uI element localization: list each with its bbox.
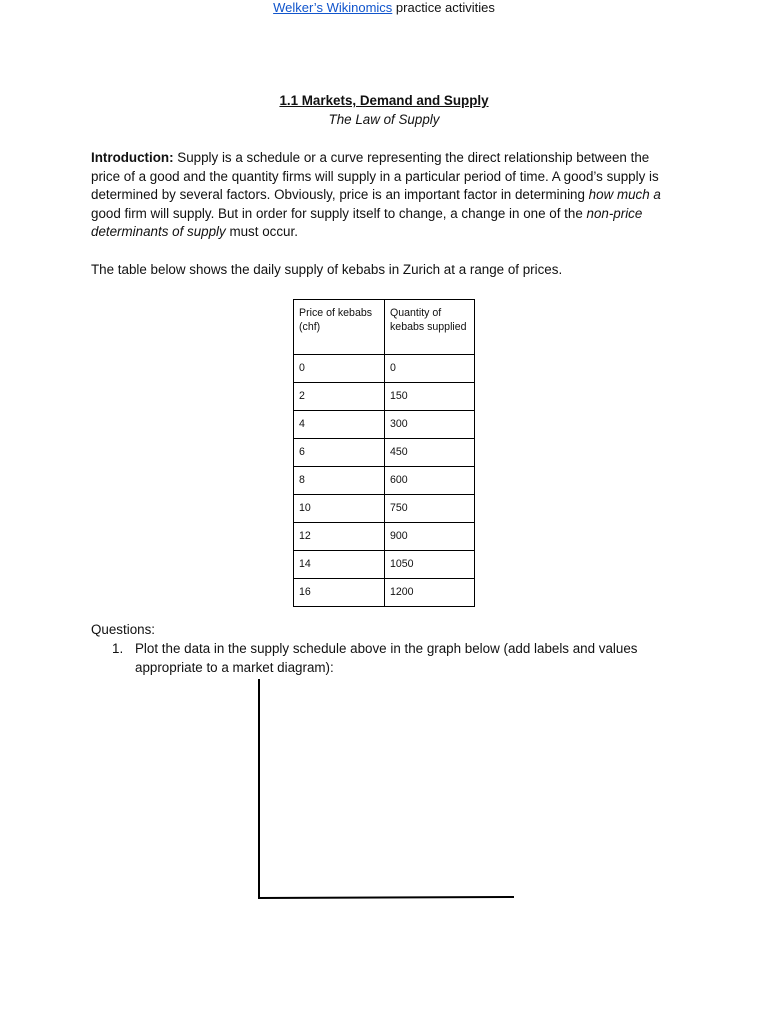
price-cell: 2 xyxy=(294,383,385,411)
intro-label: Introduction: xyxy=(91,150,174,165)
quantity-cell: 600 xyxy=(385,467,475,495)
price-cell: 10 xyxy=(294,495,385,523)
column-header-price: Price of kebabs (chf) xyxy=(294,300,385,355)
page-subtitle: The Law of Supply xyxy=(328,112,440,127)
quantity-cell: 0 xyxy=(385,355,475,383)
price-cell: 16 xyxy=(294,579,385,607)
table-row xyxy=(294,411,475,439)
table-row xyxy=(294,579,475,607)
table-row xyxy=(294,523,475,551)
header-text: practice activities xyxy=(392,0,495,15)
table-row xyxy=(294,439,475,467)
wikinomics-link[interactable]: Welker’s Wikinomics xyxy=(273,0,393,15)
table-row xyxy=(294,551,475,579)
intro-italic-1: how much a xyxy=(588,187,661,203)
questions-heading: Questions: xyxy=(91,622,156,637)
blank-graph-axes xyxy=(256,678,518,904)
price-cell: 6 xyxy=(294,439,385,467)
intro-italic-2: non-price determinants of supply xyxy=(91,205,643,240)
price-cell: 8 xyxy=(294,467,385,495)
table-row xyxy=(294,495,475,523)
intro-text-2: good firm will supply. But in order for supply itself to change, a change in one of the xyxy=(91,205,587,221)
price-cell: 12 xyxy=(294,523,385,551)
quantity-cell: 450 xyxy=(385,439,475,467)
table-header-row xyxy=(294,300,475,355)
table-row xyxy=(294,467,475,495)
quantity-cell: 1050 xyxy=(385,551,475,579)
table-row xyxy=(294,355,475,383)
quantity-cell: 1200 xyxy=(385,579,475,607)
price-cell: 0 xyxy=(294,355,385,383)
quantity-cell: 900 xyxy=(385,523,475,551)
intro-text-3: must occur. xyxy=(225,224,298,240)
column-header-quantity: Quantity of kebabs supplied xyxy=(385,300,475,355)
price-cell: 4 xyxy=(294,411,385,439)
introduction-paragraph xyxy=(91,149,681,242)
price-cell: 14 xyxy=(294,551,385,579)
quantity-cell: 300 xyxy=(385,411,475,439)
quantity-cell: 150 xyxy=(385,383,475,411)
question-number: 1. xyxy=(112,641,124,656)
supply-schedule-table xyxy=(293,299,475,607)
table-row xyxy=(294,383,475,411)
quantity-cell: 750 xyxy=(385,495,475,523)
page-title: 1.1 Markets, Demand and Supply xyxy=(279,93,489,108)
page-header xyxy=(0,0,768,16)
table-description: The table below shows the daily supply of kebabs in Zurich at a range of prices. xyxy=(91,262,563,277)
x-axis-line xyxy=(258,897,514,898)
question-text: Plot the data in the supply schedule above in the graph below (add labels and values appropriate to a market diagram): xyxy=(135,641,638,675)
intro-text-1: Supply is a schedule or a curve representing the direct relationship between the price of a good and the quantity firms will supply in a particular period of time. A good’s supply is determined by several factors. Obviously, price is an important factor in determining xyxy=(91,150,659,203)
